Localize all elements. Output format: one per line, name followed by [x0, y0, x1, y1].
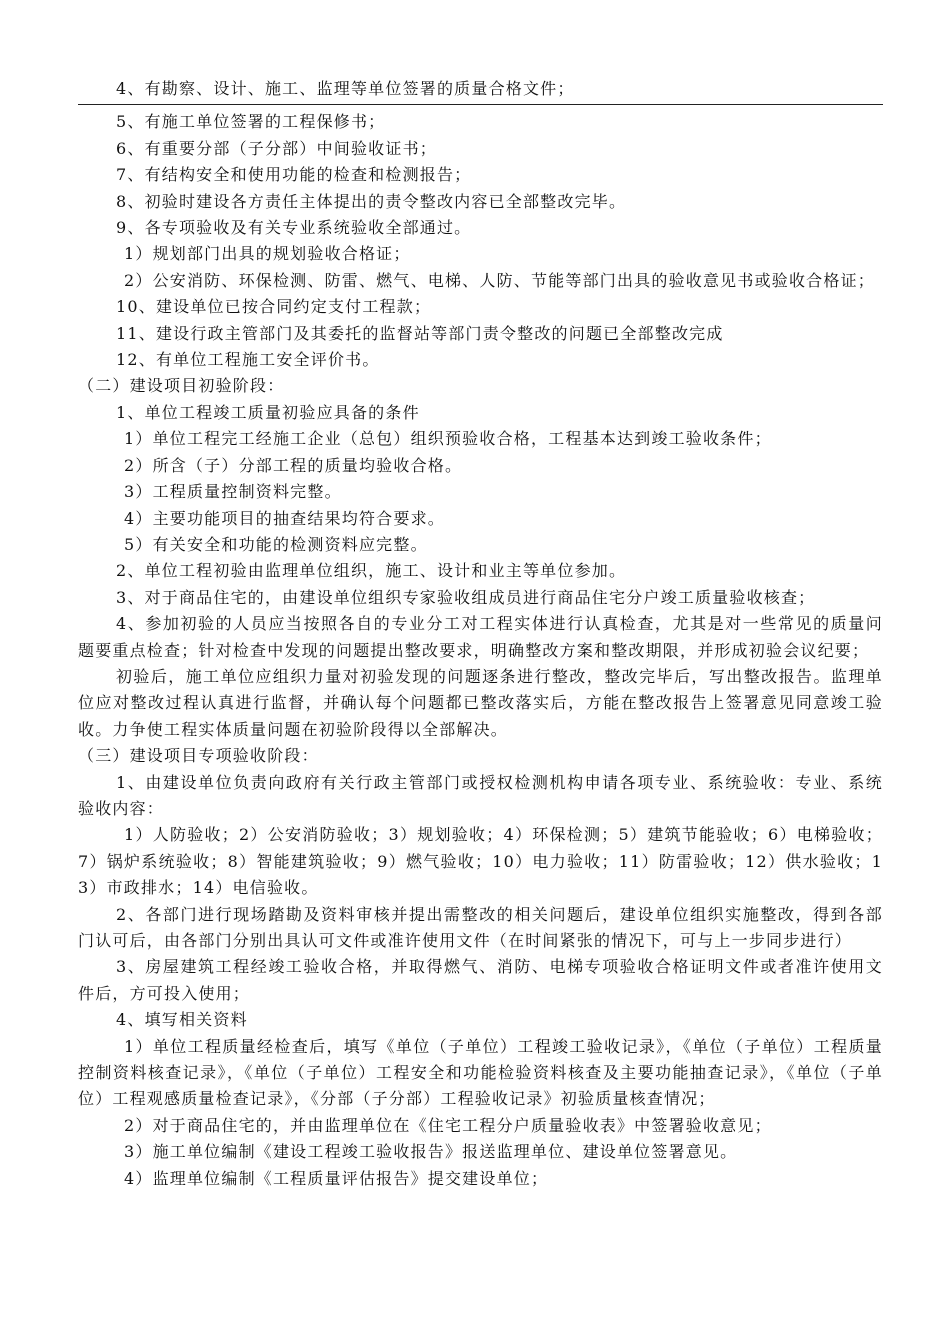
paragraph: （三）建设项目专项验收阶段： [78, 746, 319, 766]
paragraph: 5）有关安全和功能的检测资料应完整。 [124, 534, 428, 554]
paragraph: 4）监理单位编制《工程质量评估报告》提交建设单位； [124, 1168, 549, 1188]
paragraph: 4、有勘察、设计、施工、监理等单位签署的质量合格文件； [116, 79, 575, 98]
paragraph: 3）工程质量控制资料完整。 [124, 482, 342, 502]
document-body [78, 76, 883, 1192]
paragraph: 4、参加初验的人员应当按照各自的专业分工对工程实体进行认真检查，尤其是对一些常见的质量问题要重点检查；针对检查中发现的问题提出整改要求，明确整改方案和整改期限，并形成初验会议纪要； [78, 614, 883, 660]
paragraph: 4、填写相关资料 [116, 1010, 248, 1030]
header-rule [78, 104, 883, 105]
paragraph: 初验后，施工单位应组织力量对初验发现的问题逐条进行整改，整改完毕后，写出整改报告。监理单位应对整改过程认真进行监督，并确认每个问题都已整改落实后，方能在整改报告上签署意见同意竣工验收。力争使工程实体质量问题在初验阶段得以全部解决。 [78, 666, 883, 739]
paragraph: 2）所含（子）分部工程的质量均验收合格。 [124, 455, 463, 475]
paragraph: 5、有施工单位签署的工程保修书； [116, 112, 386, 132]
paragraph: 8、初验时建设各方责任主体提出的责令整改内容已全部整改完毕。 [116, 191, 627, 211]
paragraph: （二）建设项目初验阶段： [78, 376, 285, 396]
paragraph: 2）对于商品住宅的，并由监理单位在《住宅工程分户质量验收表》中签署验收意见； [124, 1115, 772, 1135]
paragraph: 2、各部门进行现场踏勘及资料审核并提出需整改的相关问题后，建设单位组织实施整改，得到各部门认可后，由各部门分别出具认可文件或准许使用文件（在时间紧张的情况下，可与上一步同步进行） [78, 904, 883, 950]
paragraph: 3、对于商品住宅的，由建设单位组织专家验收组成员进行商品住宅分户竣工质量验收核查； [116, 587, 816, 607]
paragraph: 12、有单位工程施工安全评价书。 [116, 350, 380, 370]
paragraph: 2、单位工程初验由监理单位组织，施工、设计和业主等单位参加。 [116, 561, 627, 581]
paragraph: 1、单位工程竣工质量初验应具备的条件 [116, 402, 420, 422]
paragraph: 3、房屋建筑工程经竣工验收合格，并取得燃气、消防、电梯专项验收合格证明文件或者准许使用文件后，方可投入使用； [78, 957, 883, 1003]
paragraph: 10、建设单位已按合同约定支付工程款； [116, 297, 432, 317]
paragraph: 7、有结构安全和使用功能的检查和检测报告； [116, 165, 472, 185]
paragraph: 2）公安消防、环保检测、防雷、燃气、电梯、人防、节能等部门出具的验收意见书或验收合格证； [124, 270, 875, 290]
paragraph: 1）单位工程完工经施工企业（总包）组织预验收合格，工程基本达到竣工验收条件； [124, 429, 772, 449]
paragraph: 1、由建设单位负责向政府有关行政主管部门或授权检测机构申请各项专业、系统验收：专业、系统验收内容： [78, 772, 883, 818]
paragraph: 1）规划部门出具的规划验收合格证； [124, 244, 411, 264]
paragraph: 3）施工单位编制《建设工程竣工验收报告》报送监理单位、建设单位签署意见。 [124, 1142, 738, 1162]
paragraph: 1）人防验收；2）公安消防验收；3）规划验收；4）环保检测；5）建筑节能验收；6）电梯验收；7）锅炉系统验收；8）智能建筑验收；9）燃气验收；10）电力验收；11）防雷验收；12）供水验收；13）市政排水；14）电信验收。 [78, 825, 883, 898]
paragraph: 11、建设行政主管部门及其委托的监督站等部门责令整改的问题已全部整改完成 [116, 323, 724, 343]
paragraph: 6、有重要分部（子分部）中间验收证书； [116, 138, 437, 158]
paragraph: 9、各专项验收及有关专业系统验收全部通过。 [116, 218, 472, 238]
paragraph: 4）主要功能项目的抽查结果均符合要求。 [124, 508, 445, 528]
paragraph: 1）单位工程质量经检查后，填写《单位（子单位）工程竣工验收记录》，《单位（子单位）工程质量控制资料核查记录》，《单位（子单位）工程安全和功能检验资料核查及主要功能抽查记录》，《单位（子单位）工程观感质量检查记录》，《分部（子分部）工程验收记录》初验质量核查情况； [78, 1036, 883, 1109]
